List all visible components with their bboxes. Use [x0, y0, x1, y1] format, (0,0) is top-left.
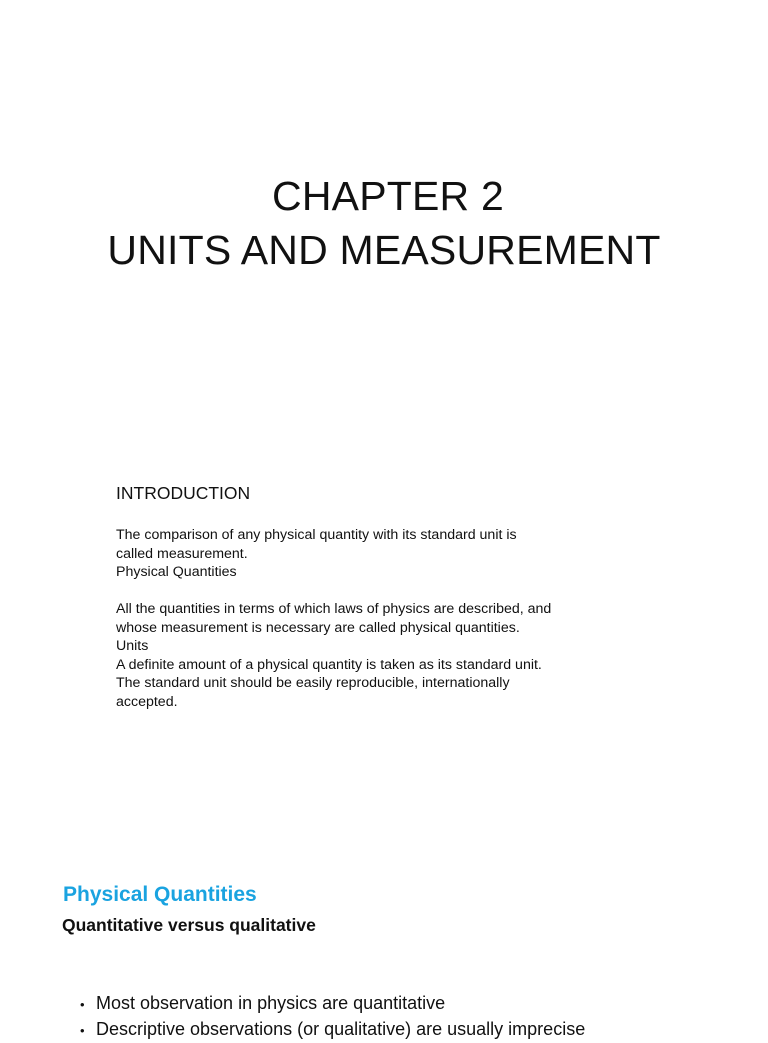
list-item — [80, 991, 585, 1017]
introduction-body — [116, 526, 636, 711]
chapter-name-title: UNITS AND MEASUREMENT — [107, 227, 661, 273]
intro-line: accepted. — [116, 693, 178, 710]
intro-line: Units — [116, 638, 149, 654]
intro-line: A definite amount of a physical quantity is taken as its standard unit. — [116, 656, 542, 673]
bullet-text: Most observation in physics are quantitative — [96, 993, 446, 1013]
intro-line: Physical Quantities — [116, 564, 237, 580]
intro-line: called measurement. — [116, 545, 248, 562]
bullet-icon: • — [80, 997, 85, 1012]
intro-line: The standard unit should be easily reproducible, internationally — [116, 675, 510, 691]
bullet-list — [80, 991, 585, 1043]
intro-line: All the quantities in terms of which laws of physics are described, and — [116, 601, 552, 617]
bullet-text: Descriptive observations (or qualitative) are usually imprecise — [96, 1019, 586, 1039]
intro-line: The comparison of any physical quantity with its standard unit is — [116, 527, 517, 543]
section-heading: Physical Quantities — [63, 883, 257, 906]
paragraph-spacer — [116, 582, 636, 601]
intro-line: whose measurement is necessary are called physical quantities. — [116, 619, 520, 636]
chapter-number-title: CHAPTER 2 — [272, 173, 504, 219]
list-item — [80, 1017, 585, 1043]
bullet-icon: • — [80, 1023, 85, 1038]
section-subheading: Quantitative versus qualitative — [62, 915, 316, 935]
introduction-heading: INTRODUCTION — [116, 483, 251, 503]
